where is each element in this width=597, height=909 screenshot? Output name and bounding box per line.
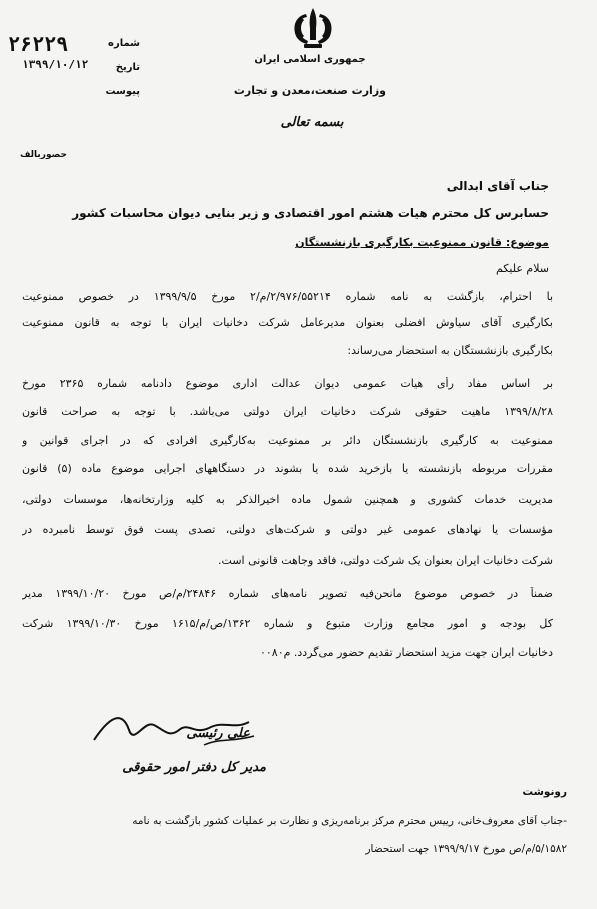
signatory-name: علی رئیسی bbox=[186, 726, 250, 741]
body-line: مقررات مربوطه بازنشسته یا بازخرید شده یا بشوند در دستگاههای اجرایی موضوع ماده (۵) قانون bbox=[22, 462, 553, 475]
greeting: سلام علیکم bbox=[495, 262, 549, 275]
cc-label: رونوشت bbox=[522, 786, 567, 798]
body-line: کل بودجه و امور مجامع وزارت متبوع و شماره ۱۳۶۲/ص/م/۱۶۱۵ مورخ ۱۳۹۹/۱۰/۳۰ شرکت bbox=[22, 617, 553, 630]
body-line: بکارگیری آقای سیاوش افضلی بعنوان مدیرعامل شرکت دخانیات ایران با توجه به قانون ممنوعیت bbox=[22, 316, 553, 329]
recipient-position: حسابرس کل محترم هیات هشتم امور اقتصادی و زیر بنایی دیوان محاسبات کشور bbox=[72, 206, 549, 220]
body-line: مؤسسات یا نهادهای عمومی غیر دولتی و شرکت‌های دولتی، تصدی پست فوق توسط نامبرده در bbox=[22, 523, 553, 536]
attachment-label: پیوست bbox=[105, 86, 140, 97]
body-line: شرکت دخانیات ایران بعنوان یک شرکت دولتی، فاقد وجاهت قانونی است. bbox=[218, 554, 553, 567]
signatory-title: مدیر کل دفتر امور حقوقی bbox=[122, 760, 266, 775]
date-label: تاریخ bbox=[115, 62, 140, 73]
country-name: جمهوری اسلامی ایران bbox=[254, 54, 366, 65]
invocation: بسمه تعالی bbox=[280, 115, 344, 130]
body-line: با احترام، بازگشت به نامه شماره ۲/۹۷۶/۵۵۲۱۴/م/۲ مورخ ۱۳۹۹/۹/۵ در خصوص ممنوعیت bbox=[22, 290, 553, 303]
number-label: شماره bbox=[108, 38, 140, 49]
body-line: بر اساس مفاد رأی هیات عمومی دیوان عدالت اداری موضوع دادنامه شماره ۲۳۶۵ مورخ bbox=[22, 377, 553, 390]
recipient-title: جناب آقای ابدالی bbox=[446, 179, 549, 193]
letter-number: ۲۶۲۲۹ bbox=[8, 32, 69, 56]
cc-line: -جناب آقای معروف‌خانی، رییس محترم مرکز برنامه‌ریزی و نظارت بر عملیات کشور بازگشت به نامه bbox=[132, 815, 567, 827]
body-line: مدیریت خدمات کشوری و همچنین شمول ماده اخیرالذکر به کلیه وزارتخانه‌ها، موسسات دولتی، bbox=[22, 493, 553, 506]
classification-note: حصوربالف bbox=[19, 150, 67, 160]
body-line: ممنوعیت به کارگیری بازنشستگان دائر بر ممنوعیت به‌کارگیری افرادی که در اجرای قوانین و bbox=[22, 434, 553, 447]
letter-date: ۱۳۹۹/۱۰/۱۲ bbox=[22, 58, 89, 71]
iran-emblem-icon bbox=[282, 6, 344, 52]
body-line: ضمناً در خصوص موضوع مانحن‌فیه تصویر نامه‌های شماره ۲۴۸۴۶/م/ص مورخ ۱۳۹۹/۱۰/۲۰ مدیر bbox=[22, 587, 553, 600]
letter-subject: موضوع: قانون ممنوعیت بکارگیری بازنشستگان bbox=[295, 236, 549, 249]
ministry-name: وزارت صنعت،معدن و تجارت bbox=[233, 84, 386, 97]
cc-line: ۵/۱۵۸۲/م/ص مورخ ۱۳۹۹/۹/۱۷ جهت استحضار bbox=[365, 843, 567, 855]
body-line: دخانیات ایران جهت مزید استحضار تقدیم حضور می‌گردد. م۰۰۸۰ bbox=[259, 646, 553, 659]
body-line: ۱۳۹۹/۸/۲۸ ماهیت حقوقی شرکت دخانیات ایران دولتی می‌باشد. با توجه به صراحت قانون bbox=[22, 405, 553, 418]
body-line: بکارگیری بازنشستگان به استحضار می‌رساند: bbox=[347, 344, 553, 357]
